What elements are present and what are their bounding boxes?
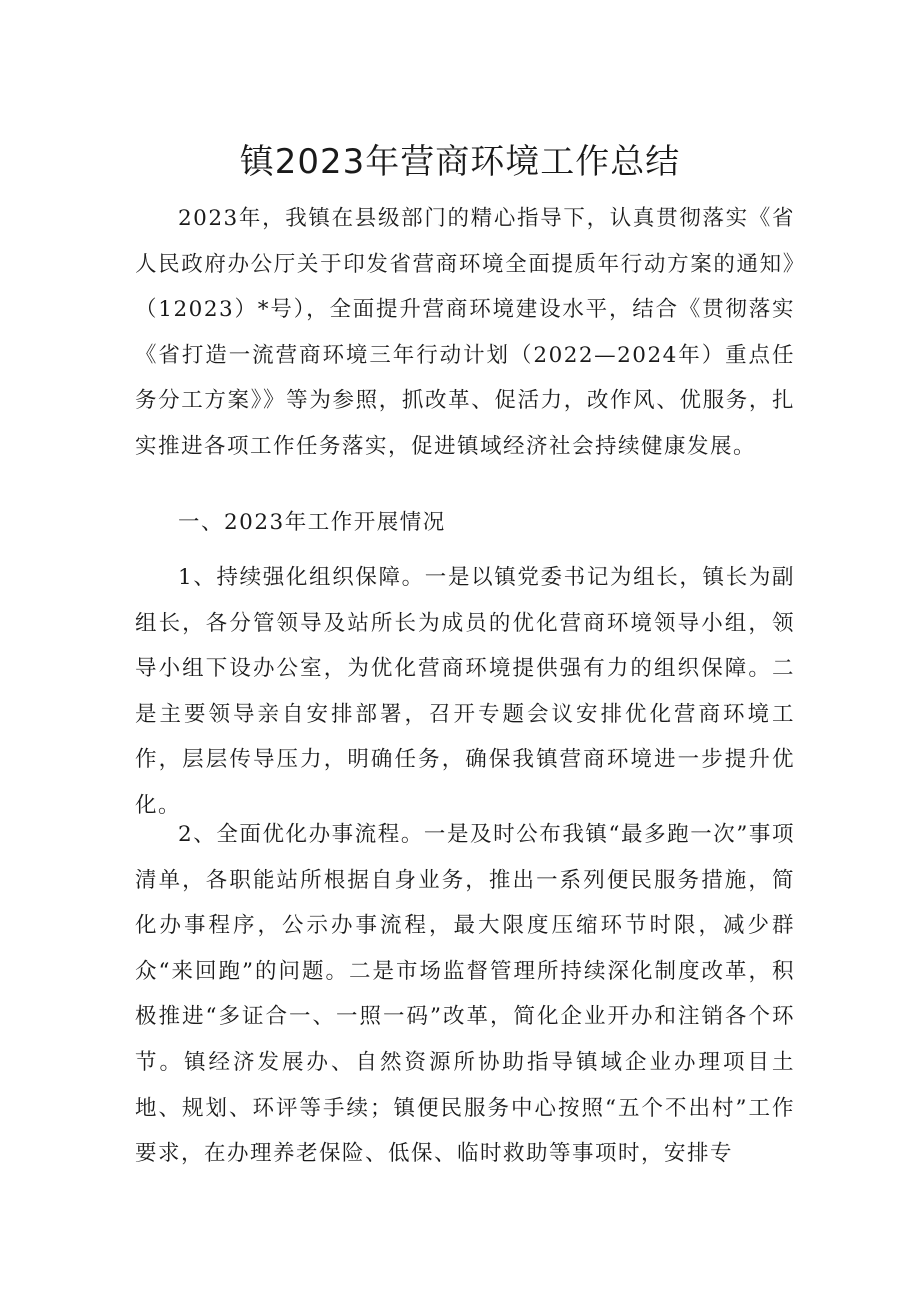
- document-title: 镇2023年营商环境工作总结: [239, 142, 681, 182]
- paragraph-process: [135, 812, 795, 1177]
- paragraph-text: 2、全面优化办事流程。一是及时公布我镇“最多跑一次”事项清单，各职能站所根据自身业务，推出一系列便民服务措施，简化办事程序，公示办事流程，最大限度压缩环节时限，减少群众“来回跑”的问题。二是市场监督管理所持续深化制度改革，积极推进“多证合一、一照一码”改革，简化企业开办和注销各个环节。镇经济发展办、自然资源所协助指导镇域企业办理项目土地、规划、环评等手续；镇便民服务中心按照“五个不出村”工作要求，在办理养老保险、低保、临时救助等事项时，安排专: [135, 822, 795, 1167]
- paragraph-text: 2023年，我镇在县级部门的精心指导下，认真贯彻落实《省人民政府办公厅关于印发省营商环境全面提质年行动方案的通知》（12023）*号），全面提升营商环境建设水平，结合《贯彻落实《省打造一流营商环境三年行动计划（2022—2024年）重点任务分工方案》》等为参照，抓改革、促活力，改作风、优服务，扎实推进各项工作任务落实，促进镇域经济社会持续健康发展。: [135, 206, 795, 459]
- paragraph-organization: [135, 555, 795, 829]
- paragraph-text: 1、持续强化组织保障。一是以镇党委书记为组长，镇长为副组长，各分管领导及站所长为成员的优化营商环境领导小组，领导小组下设办公室，为优化营商环境提供强有力的组织保障。二是主要领导亲自安排部署，召开专题会议安排优化营商环境工作，层层传导压力，明确任务，确保我镇营商环境进一步提升优化。: [135, 565, 795, 818]
- section-heading-text: 一、2023年工作开展情况: [178, 510, 446, 535]
- section-heading: [135, 500, 795, 546]
- paragraph-intro: [135, 196, 795, 470]
